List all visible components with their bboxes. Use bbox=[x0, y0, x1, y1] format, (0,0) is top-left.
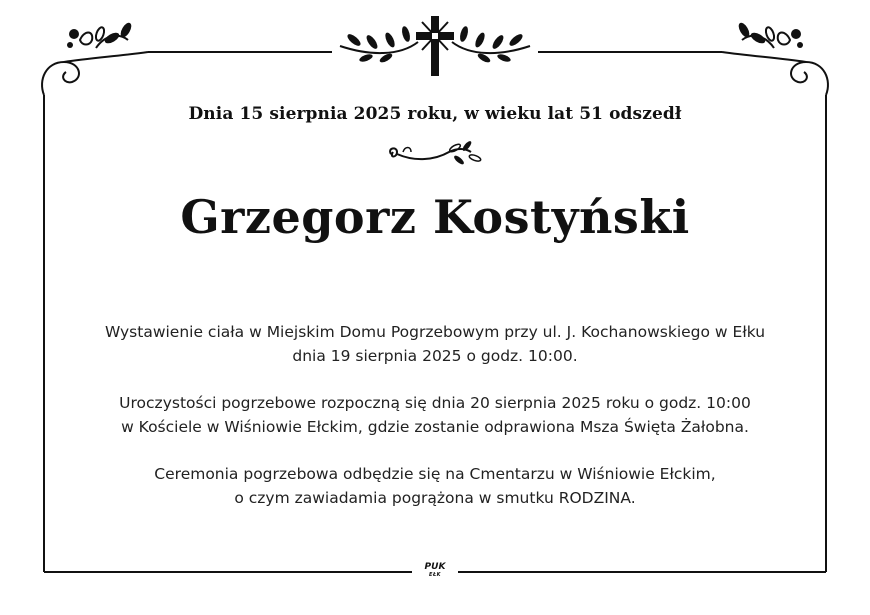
ceremony-info-paragraph bbox=[40, 391, 830, 439]
floral-corner-right-icon bbox=[722, 21, 828, 95]
paragraph-line: Uroczystości pogrzebowe rozpoczną się dnia 20 sierpnia 2025 roku o godz. 10:00 bbox=[119, 394, 751, 412]
viewing-info-paragraph bbox=[40, 320, 830, 368]
floral-corner-left-icon bbox=[42, 21, 148, 95]
logo-main-text: PUK bbox=[424, 562, 446, 572]
logo-sub-text: EŁK bbox=[428, 572, 442, 578]
death-announcement-headline: Dnia 15 sierpnia 2025 roku, w wieku lat 51 odszedł bbox=[188, 104, 682, 124]
cross-with-laurel-icon bbox=[340, 16, 530, 76]
deceased-name: Grzegorz Kostyński bbox=[180, 190, 690, 244]
paragraph-line: w Kościele w Wiśniowie Ełckim, gdzie zostanie odprawiona Msza Święta Żałobna. bbox=[121, 418, 749, 436]
burial-info-paragraph bbox=[40, 462, 830, 510]
paragraph-line: dnia 19 sierpnia 2025 o godz. 10:00. bbox=[292, 347, 578, 365]
paragraph-line: o czym zawiadamia pogrążona w smutku RODZINA. bbox=[234, 489, 636, 507]
paragraph-line: Wystawienie ciała w Miejskim Domu Pogrzebowym przy ul. J. Kochanowskiego w Ełku bbox=[104, 323, 766, 341]
paragraph-line: Ceremonia pogrzebowa odbędzie się na Cmentarzu w Wiśniowie Ełckim, bbox=[154, 465, 716, 483]
puk-logo bbox=[420, 563, 450, 579]
flourish-divider-icon bbox=[385, 140, 485, 176]
